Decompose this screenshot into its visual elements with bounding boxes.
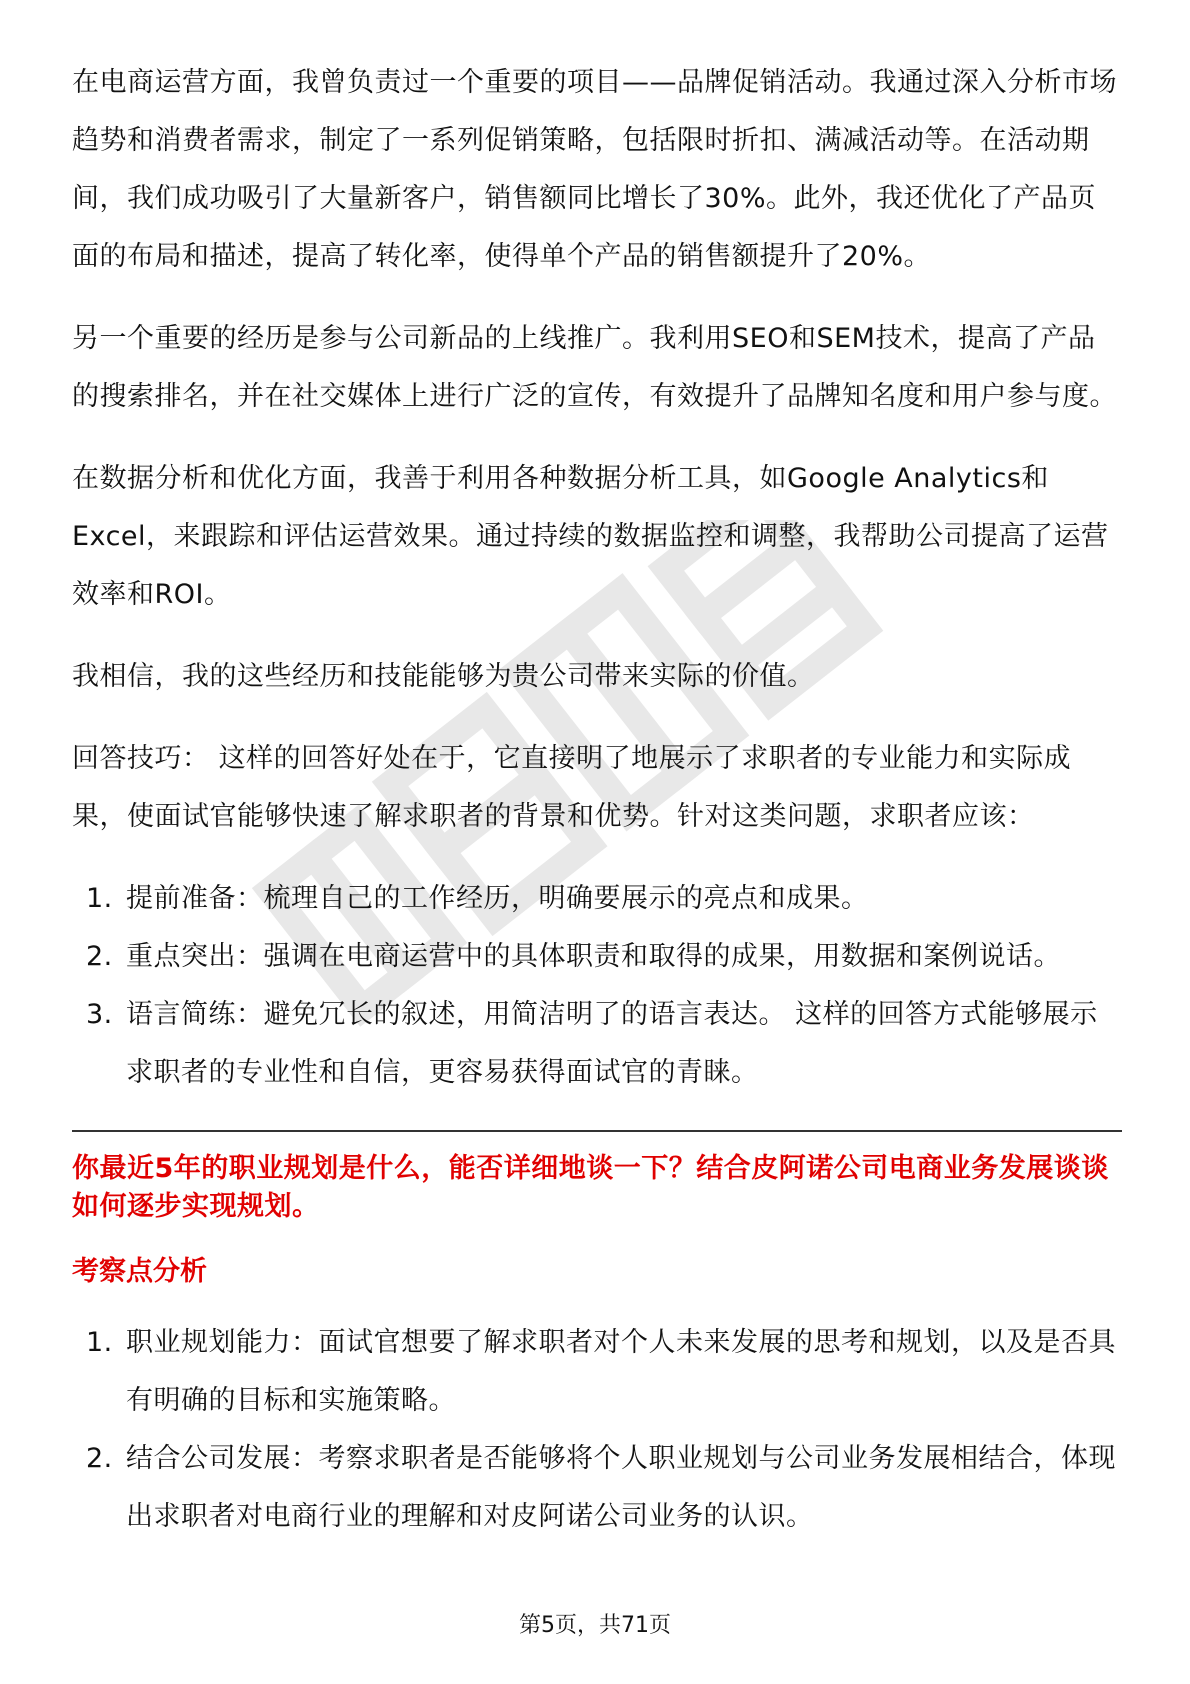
list-item <box>72 1314 1122 1430</box>
list-item <box>72 870 1122 928</box>
paragraph-answer-tips: 回答技巧： 这样的回答好处在于，它直接明了地展示了求职者的专业能力和实际成果，使面试官能够快速了解求职者的背景和优势。针对这类问题，求职者应该： <box>72 743 1072 832</box>
list-item-text: 重点突出：强调在电商运营中的具体职责和取得的成果，用数据和案例说话。 <box>126 941 1061 972</box>
list-number: 2. <box>86 941 113 972</box>
interview-question: 你最近5年的职业规划是什么，能否详细地谈一下？结合皮阿诺公司电商业务发展谈谈如何逐步实现规划。 <box>72 1153 1109 1222</box>
list-number: 1. <box>86 883 113 914</box>
section-divider <box>72 1130 1122 1132</box>
list-item-text: 结合公司发展：考察求职者是否能够将个人职业规划与公司业务发展相结合，体现出求职者对电商行业的理解和对皮阿诺公司业务的认识。 <box>126 1443 1116 1532</box>
analysis-list <box>72 1314 1122 1546</box>
paragraph-ecommerce-project: 在电商运营方面，我曾负责过一个重要的项目——品牌促销活动。我通过深入分析市场趋势和消费者需求，制定了一系列促销策略，包括限时折扣、满减活动等。在活动期间，我们成功吸引了大量新客户，销售额同比增长了30%。此外，我还优化了产品页面的布局和描述，提高了转化率，使得单个产品的销售额提升了20%。 <box>72 67 1117 272</box>
list-number: 1. <box>86 1327 113 1358</box>
list-item-text: 语言简练：避免冗长的叙述，用简洁明了的语言表达。 这样的回答方式能够展示求职者的专业性和自信，更容易获得面试官的青睐。 <box>126 999 1098 1088</box>
list-item <box>72 986 1122 1102</box>
list-item <box>72 928 1122 986</box>
list-number: 2. <box>86 1443 113 1474</box>
document-body <box>72 54 1122 1556</box>
list-item <box>72 1430 1122 1546</box>
paragraph-data-analysis: 在数据分析和优化方面，我善于利用各种数据分析工具，如Google Analytics和Excel，来跟踪和评估运营效果。通过持续的数据监控和调整，我帮助公司提高了运营效率和ROI。 <box>72 463 1109 610</box>
analysis-heading: 考察点分析 <box>72 1256 207 1287</box>
page-number: 第5页，共71页 <box>519 1613 671 1638</box>
paragraph-conclusion: 我相信，我的这些经历和技能能够为贵公司带来实际的价值。 <box>72 661 815 692</box>
list-item-text: 提前准备：梳理自己的工作经历，明确要展示的亮点和成果。 <box>126 883 869 914</box>
list-number: 3. <box>86 999 113 1030</box>
tips-list <box>72 870 1122 1102</box>
paragraph-product-launch: 另一个重要的经历是参与公司新品的上线推广。我利用SEO和SEM技术，提高了产品的搜索排名，并在社交媒体上进行广泛的宣传，有效提升了品牌知名度和用户参与度。 <box>72 323 1117 412</box>
list-item-text: 职业规划能力：面试官想要了解求职者对个人未来发展的思考和规划，以及是否具有明确的目标和实施策略。 <box>126 1327 1116 1416</box>
